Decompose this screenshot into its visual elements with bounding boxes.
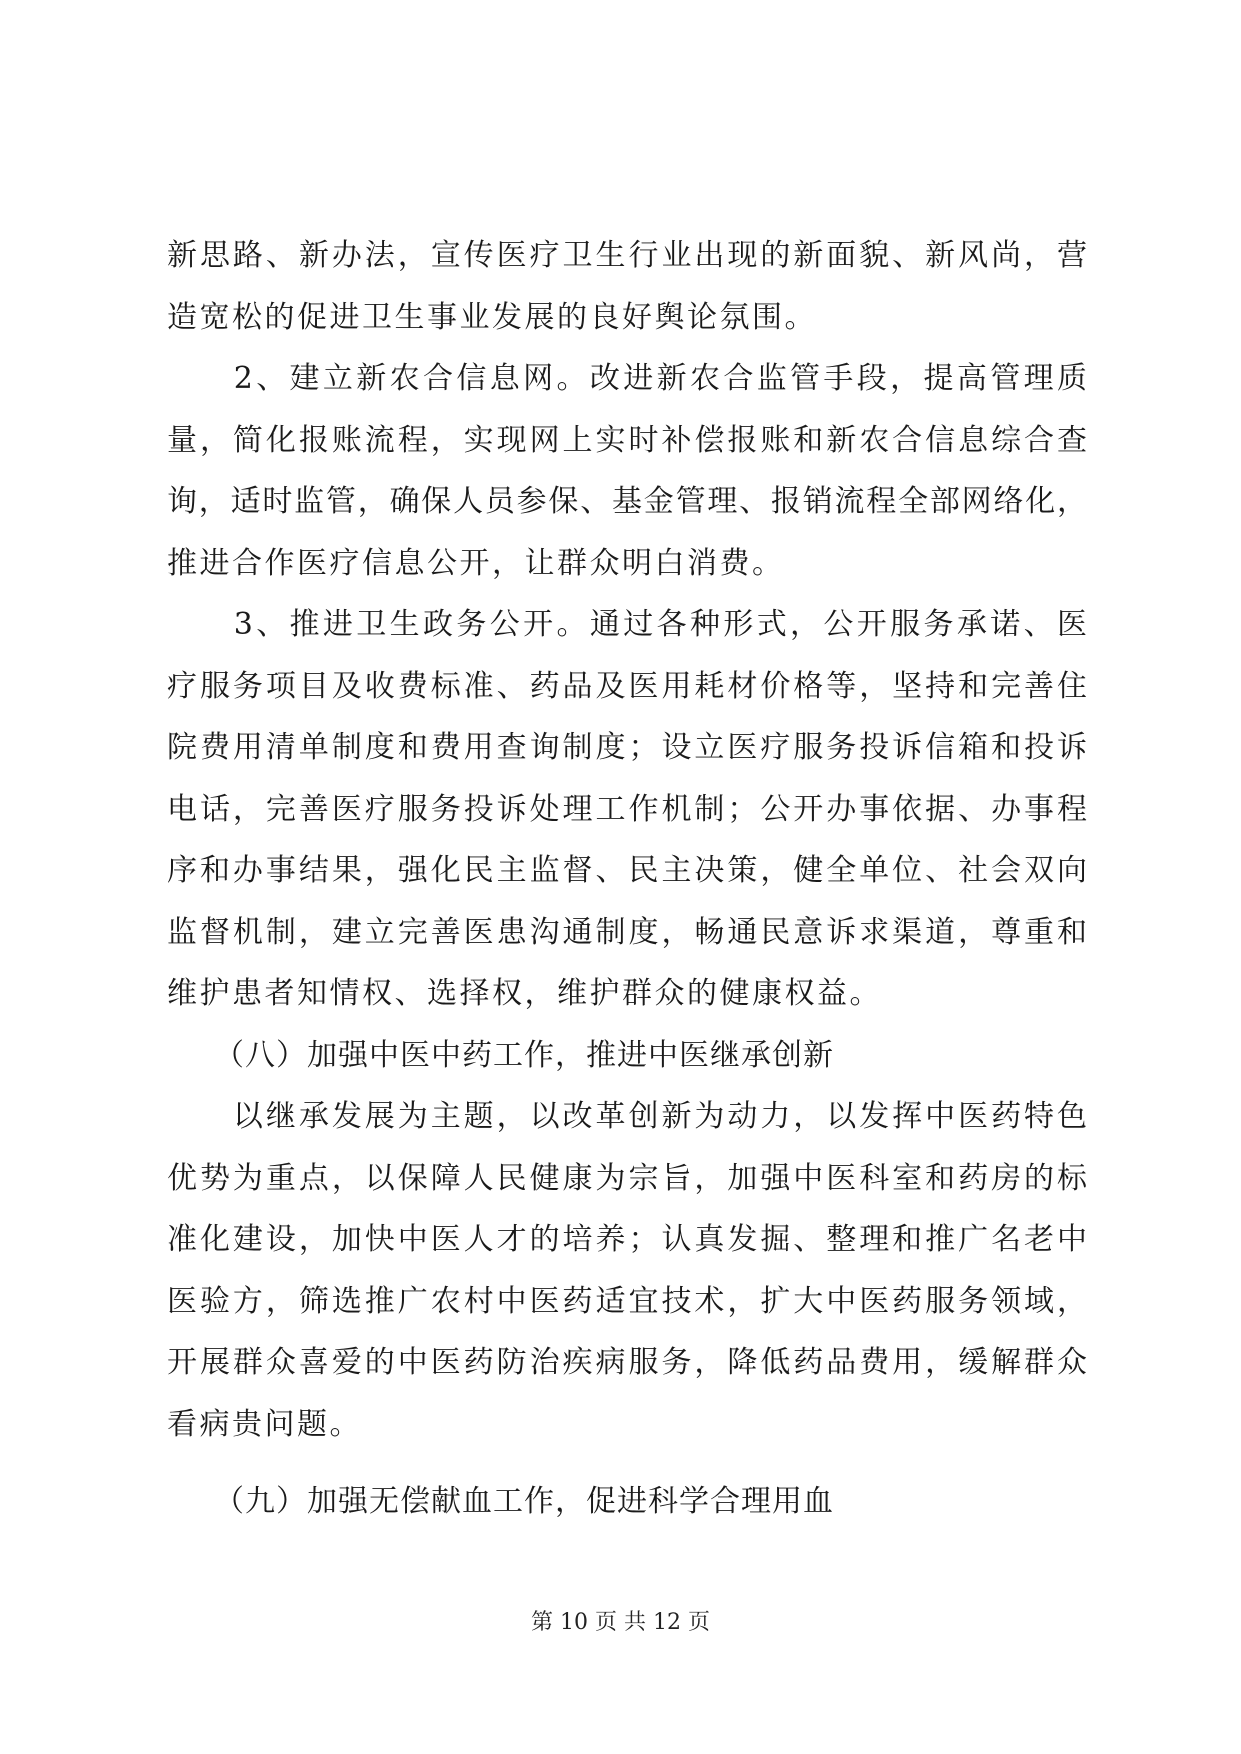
text-line: 电话，完善医疗服务投诉处理工作机制；公开办事依据、办事程 (167, 791, 1087, 827)
text-line: 疗服务项目及收费标准、药品及医用耗材价格等，坚持和完善住 (167, 668, 1087, 704)
text-line: 维护患者知情权、选择权，维护群众的健康权益。 (167, 976, 882, 1011)
text-line: 2、建立新农合信息网。改进新农合监管手段，提高管理质 (167, 361, 1087, 396)
page-number-footer: 第 10 页 共 12 页 (531, 1610, 710, 1635)
text-line: 看病贵问题。 (167, 1406, 362, 1442)
text-line: 3、推进卫生政务公开。通过各种形式，公开服务承诺、医 (167, 607, 1087, 642)
section-heading-line: （八）加强中医中药工作，推进中医继承创新 (167, 1037, 834, 1073)
text-line: 医验方，筛选推广农村中医药适宜技术，扩大中医药服务领域， (167, 1283, 1087, 1319)
section-heading-line: （九）加强无偿献血工作，促进科学合理用血 (167, 1484, 834, 1519)
text-line: 以继承发展为主题，以改革创新为动力，以发挥中医药特色 (167, 1099, 1087, 1134)
text-line: 造宽松的促进卫生事业发展的良好舆论氛围。 (167, 299, 817, 335)
text-line: 优势为重点，以保障人民健康为宗旨，加强中医科室和药房的标 (167, 1160, 1087, 1196)
paragraph-spacer (167, 1455, 1087, 1471)
document-body (167, 225, 1087, 1533)
text-line: 询，适时监管，确保人员参保、基金管理、报销流程全部网络化， (167, 484, 1087, 519)
text-line: 序和办事结果，强化民主监督、民主决策，健全单位、社会双向 (167, 853, 1087, 888)
text-line: 推进合作医疗信息公开，让群众明白消费。 (167, 545, 785, 581)
text-line: 开展群众喜爱的中医药防治疾病服务，降低药品费用，缓解群众 (167, 1345, 1087, 1380)
text-line: 量，简化报账流程，实现网上实时补偿报账和新农合信息综合查 (167, 422, 1087, 458)
text-line: 准化建设，加快中医人才的培养；认真发掘、整理和推广名老中 (167, 1222, 1087, 1257)
text-line: 新思路、新办法，宣传医疗卫生行业出现的新面貌、新风尚，营 (167, 238, 1087, 273)
text-line: 院费用清单制度和费用查询制度；设立医疗服务投诉信箱和投诉 (167, 730, 1087, 765)
text-line: 监督机制，建立完善医患沟通制度，畅通民意诉求渠道，尊重和 (167, 914, 1087, 950)
